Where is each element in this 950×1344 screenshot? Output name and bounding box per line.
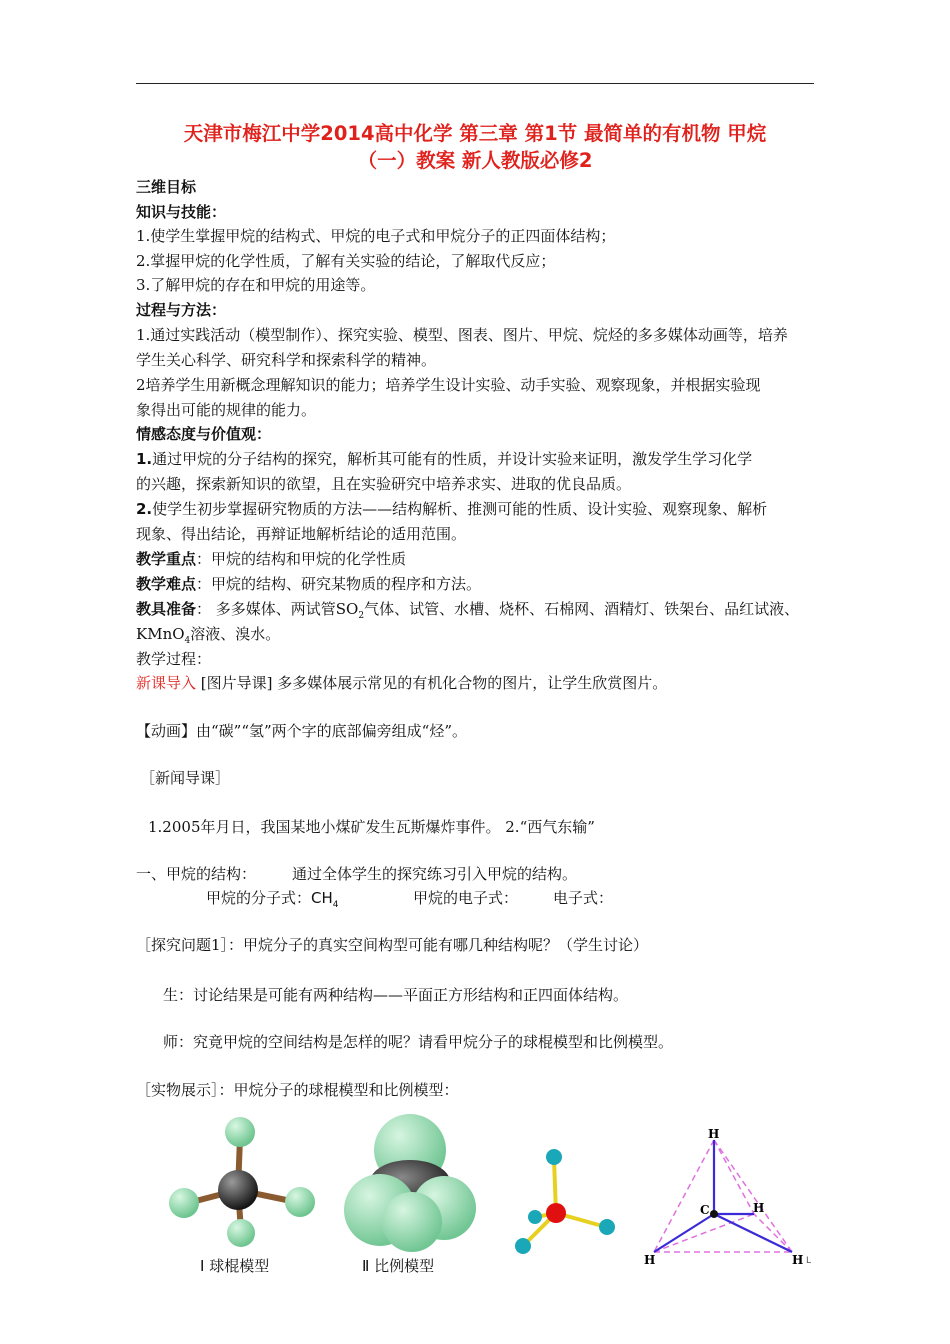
intro-text: [图片导课] 多多媒体展示常见的有机化合物的图片，让学生欣赏图片。 <box>196 674 668 692</box>
difficulty-text: ：甲烷的结构、研究某物质的程序和方法。 <box>196 575 482 593</box>
key-point-label: 教学重点 <box>136 550 197 568</box>
equipment-text-d: 溶液、溴水。 <box>190 625 281 643</box>
stray-mark: L <box>806 1256 812 1266</box>
tetrahedron-diagram <box>640 1122 820 1272</box>
space-filling-model-figure <box>340 1110 480 1255</box>
red-center-atom <box>546 1203 566 1223</box>
header-rule <box>136 83 814 84</box>
emotion-heading: 情感态度与价值观： <box>136 425 272 443</box>
emotion-item-1-number: 1. <box>136 450 153 468</box>
tetrahedron-center-dot <box>710 1210 718 1218</box>
key-point-text: ：甲烷的结构和甲烷的化学性质 <box>196 550 407 568</box>
hydrogen-atom-top <box>225 1117 255 1147</box>
formula-value: CH <box>311 889 333 907</box>
emotion-item-2-text: 使学生初步掌握研究物质的方法——结构解析、推测可能的性质、设计实验、观察现象、解析 <box>152 500 768 518</box>
difficulty-label: 教学难点 <box>136 575 197 593</box>
electron-label: 甲烷的电子式： <box>413 889 519 907</box>
student-answer: 生：讨论结果是可能有两种结构——平面正方形结构和正四面体结构。 <box>163 986 629 1004</box>
equipment-sub-4: 4 <box>184 636 191 646</box>
knowledge-item-2: 2.掌握甲烷的化学性质，了解有关实验的结论，了解取代反应； <box>136 252 556 270</box>
emotion-item-2-line-1 <box>136 499 767 519</box>
carbon-atom <box>218 1170 258 1210</box>
equipment-line-2 <box>136 624 280 651</box>
emotion-item-2-line-2: 现象、得出结论，再辩证地解析结论的适用范围。 <box>136 525 467 543</box>
knowledge-heading: 知识与技能： <box>136 203 227 221</box>
emotion-item-1-line-2: 的兴趣，探索新知识的欲望，且在实验研究中培养求实、进取的优良品质。 <box>136 475 632 493</box>
process-heading: 过程与方法： <box>136 301 227 319</box>
equipment-text-a: ： 多多媒体、两试管SO <box>196 600 359 618</box>
teacher-answer: 师：究竟甲烷的空间结构是怎样的呢？请看甲烷分子的球棍模型和比例模型。 <box>163 1033 674 1051</box>
tetrahedron-dashed-edges <box>654 1140 792 1252</box>
question-1: ［探究问题1］：甲烷分子的真实空间构型可能有哪几种结构呢？（学生讨论） <box>136 936 649 954</box>
process-item-1-line-2: 学生关心科学、研究科学和探索科学的精神。 <box>136 351 437 369</box>
intro-label: 新课导入 <box>136 674 197 692</box>
structure-heading: 一、甲烷的结构： <box>136 865 257 883</box>
teal-atom-left <box>515 1238 531 1254</box>
label-h-bottom-right: H <box>792 1253 804 1267</box>
teal-atom-right <box>599 1219 615 1235</box>
label-h-right: H <box>753 1201 765 1215</box>
news-heading: ［新闻导课］ <box>140 769 231 787</box>
display-line: ［实物展示］：甲烷分子的球棍模型和比例模型： <box>136 1081 459 1099</box>
process-item-2-line-1: 2培养学生用新概念理解知识的能力；培养学生设计实验、动手实验、观察现象，并根据实验现 <box>136 376 761 394</box>
teal-atom-top <box>546 1149 562 1165</box>
objectives-heading: 三维目标 <box>136 178 197 196</box>
knowledge-item-1: 1.使学生掌握甲烷的结构式、甲烷的电子式和甲烷分子的正四面体结构； <box>136 227 616 245</box>
hydrogen-atom-bottom <box>227 1219 255 1247</box>
title-line-1: 天津市梅江中学2014高中化学 第三章 第1节 最简单的有机物 甲烷 <box>183 122 767 145</box>
formula-sub: 4 <box>332 900 339 910</box>
title-line-2: （一）教案 新人教版必修2 <box>357 149 593 172</box>
structure-desc: 通过全体学生的探究练习引入甲烷的结构。 <box>292 865 578 883</box>
equipment-line-1 <box>136 599 799 626</box>
ball-stick-model-figure <box>160 1110 320 1255</box>
label-c: C <box>700 1203 710 1217</box>
document-title <box>136 120 814 174</box>
emotion-item-2-number: 2. <box>136 500 153 518</box>
equipment-text-c: KMnO <box>136 625 185 643</box>
tetrahedron-bonds <box>654 1140 792 1252</box>
equipment-sub-2: 2 <box>358 611 365 621</box>
caption-ball-stick: Ⅰ 球棍模型 <box>200 1257 270 1275</box>
hydrogen-atom-left <box>169 1188 199 1218</box>
intro-line <box>136 673 667 693</box>
process-item-2-line-2: 象得出可能的规律的能力。 <box>136 401 317 419</box>
equipment-label: 教具准备 <box>136 600 197 618</box>
structure-line <box>136 864 577 884</box>
difficulty <box>136 574 481 594</box>
hydrogen-atom-right <box>285 1187 315 1217</box>
teaching-process-heading: 教学过程： <box>136 650 212 668</box>
caption-space-filling: Ⅱ 比例模型 <box>362 1257 435 1275</box>
label-h-top: H <box>708 1127 720 1141</box>
label-h-left: H <box>644 1253 656 1267</box>
electron-label-2: 电子式： <box>553 889 614 907</box>
colored-stick-model-figure <box>508 1145 620 1260</box>
process-item-1-line-1: 1.通过实践活动（模型制作）、探究实验、模型、图表、图片、甲烷、烷烃的多多媒体动画等，培养 <box>136 326 788 344</box>
space-fill-hydrogen-front <box>382 1192 442 1252</box>
equipment-text-b: 气体、试管、水槽、烧杯、石棉网、酒精灯、铁架台、品红试液、 <box>364 600 800 618</box>
formula-label: 甲烷的分子式： <box>206 889 312 907</box>
animation-line: 【动画】由“碳”“氢”两个字的底部偏旁组成“烃”。 <box>136 722 468 740</box>
knowledge-item-3: 3.了解甲烷的存在和甲烷的用途等。 <box>136 276 376 294</box>
news-items: 1.2005年月日，我国某地小煤矿发生瓦斯爆炸事件。 2.“西气东输” <box>148 818 595 836</box>
emotion-item-1-line-1 <box>136 449 752 469</box>
key-point <box>136 549 406 569</box>
colored-stick-bonds <box>524 1159 606 1245</box>
emotion-item-1-text: 通过甲烷的分子结构的探究，解析其可能有的性质，并设计实验来证明，激发学生学习化学 <box>152 450 753 468</box>
formula-line <box>206 888 339 915</box>
teal-atom-back <box>528 1210 542 1224</box>
